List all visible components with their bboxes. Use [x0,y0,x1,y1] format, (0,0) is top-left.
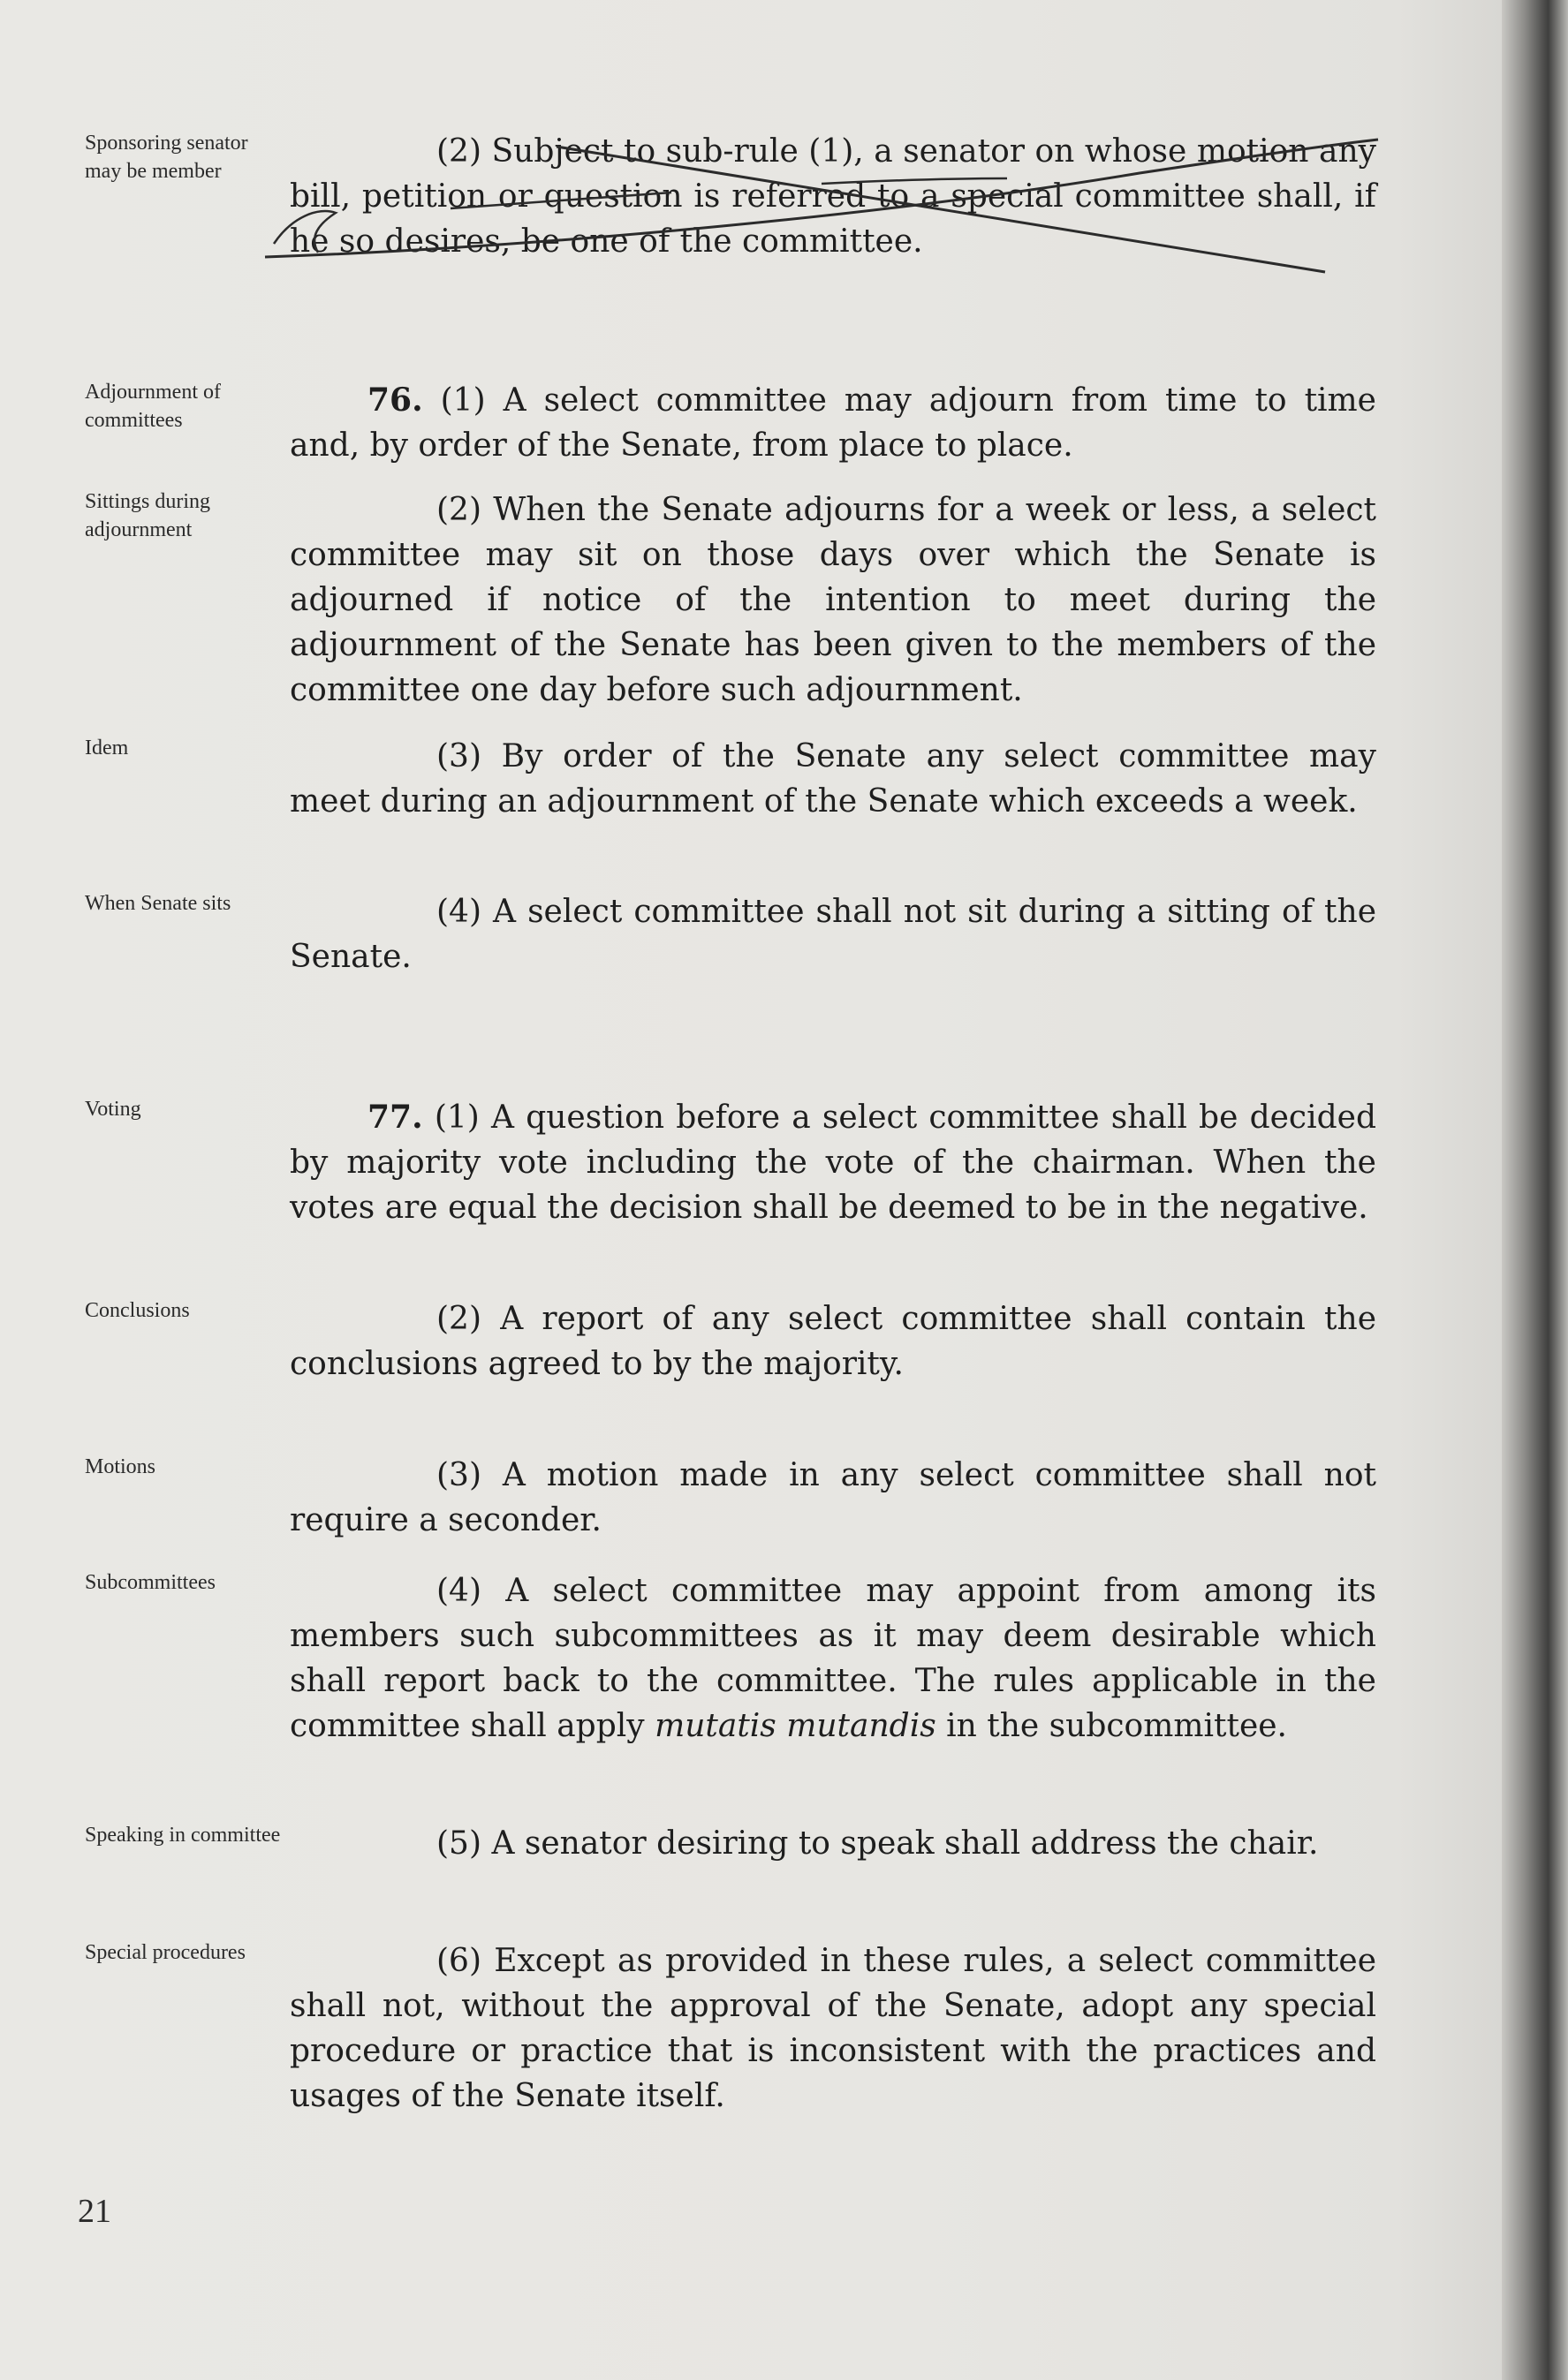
paragraph-77-5: (5) A senator desiring to speak shall address the chair. [436,1825,1319,1862]
margin-note-subcommittees: Subcommittees [85,1571,216,1594]
margin-note-sponsoring: Sponsoring senator may be member [85,132,248,183]
paragraph-77-1: 77. (1) A question before a select committee shall be decided by majority vote including the vote of the chairman. When the votes are equal the decision shall be deemed to be in the negative. [290,1099,1376,1226]
book-gutter [1502,0,1568,2380]
section-number-77: 77. [367,1099,423,1136]
margin-note-when-sits: When Senate sits [85,892,231,915]
paragraph-77-3: (3) A motion made in any select committee shall not require a seconder. [290,1457,1376,1538]
paragraph-77-6: (6) Except as provided in these rules, a select committee shall not, without the approval of the Senate, adopt any special procedure or practice that is inconsistent with the practices and usages of the Senate itself. [290,1943,1376,2114]
pen-strikethrough-marks [256,120,1387,288]
paragraph-77-2: (2) A report of any select committee shall contain the conclusions agreed to by the majority. [290,1301,1376,1382]
paragraph-75-2: (2) Subject to sub-rule (1), a senator on whose motion any bill, petition or question is referred to a special committee shall, if he so desires, be one of the committee. [290,133,1376,260]
margin-note-motions: Motions [85,1455,156,1478]
margin-note-speaking: Speaking in committee [85,1824,281,1847]
margin-note-voting: Voting [85,1098,141,1121]
paragraph-76-1: 76. (1) A select committee may adjourn from time to time and, by order of the Senate, from place to place. [290,382,1376,464]
paragraph-76-2: (2) When the Senate adjourns for a week or less, a select committee may sit on those days over which the Senate is adjourned if notice of the intention to meet during the adjournment of the Senate has been given to the members of the committee one day before such adjournment. [290,492,1376,708]
latin-phrase: mutatis mutandis [655,1708,936,1744]
margin-note-adjournment: Adjournment of committees [85,381,221,432]
paragraph-77-4: (4) A select committee may appoint from among its members such subcommittees as it may deem desirable which shall report back to the committee. The rules applicable in the committee shall apply mutatis mutandis in the subcommittee. [290,1573,1376,1744]
margin-note-idem: Idem [85,737,129,759]
page-number: 21 [78,2193,111,2230]
margin-note-sittings: Sittings during adjournment [85,490,211,541]
margin-note-special: Special procedures [85,1941,246,1964]
margin-note-conclusions: Conclusions [85,1299,190,1322]
paragraph-76-3: (3) By order of the Senate any select committee may meet during an adjournment of the Senate which exceeds a week. [290,738,1376,820]
paragraph-76-4: (4) A select committee shall not sit during a sitting of the Senate. [290,894,1376,975]
section-number-76: 76. [367,382,423,419]
